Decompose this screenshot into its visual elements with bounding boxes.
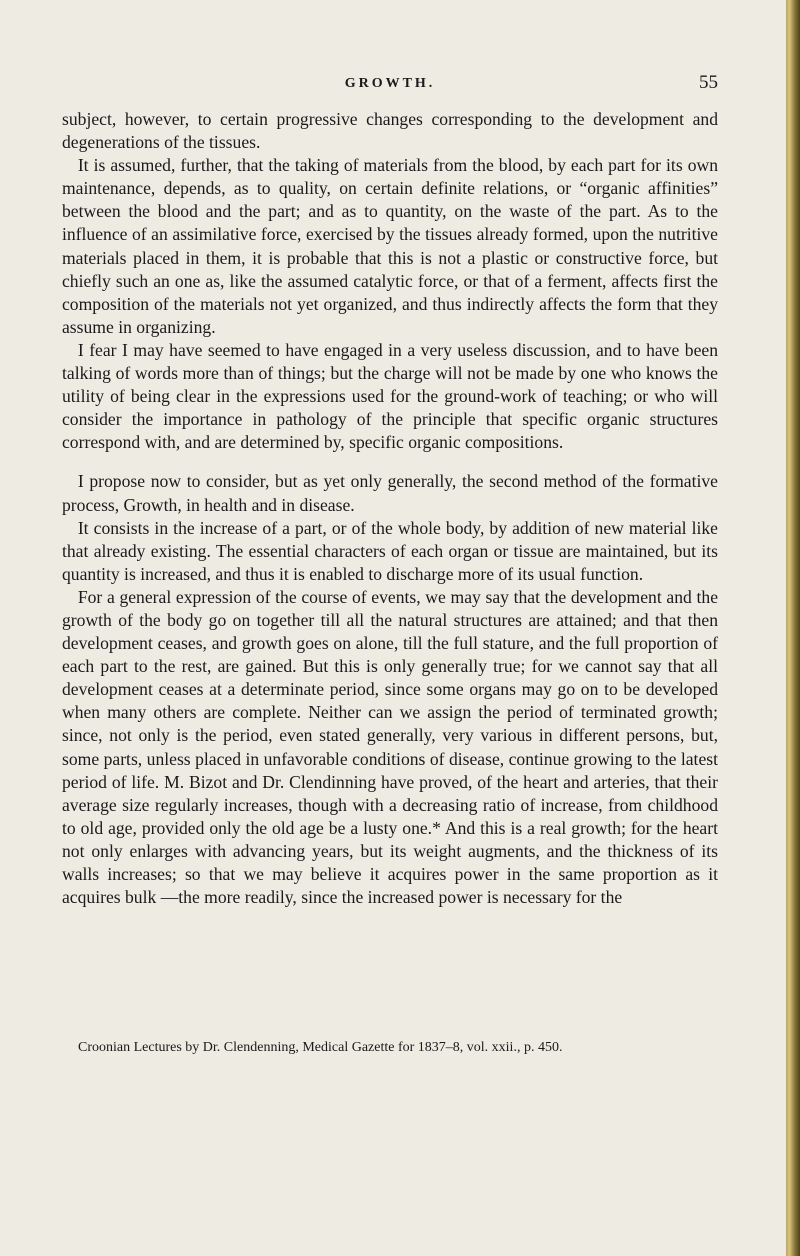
paragraph: subject, however, to certain progressive changes corresponding to the development and degenerations of the tissues. bbox=[62, 109, 718, 153]
paragraph: I fear I may have seemed to have engaged in a very useless discussion, and to have been talking of words more than of things; but the charge will not be made by one who knows the utility of being clear in the expressions used for the ground-work of teaching; or who will consider the importance in pathology of the principle that specific organic structures correspond with, and are determined by, specific organic compositions. bbox=[62, 339, 718, 453]
body-text bbox=[62, 108, 718, 909]
paragraph: It consists in the increase of a part, or of the whole body, by addition of new material like that already existing. The essential characters of each organ or tissue are maintained, but its quantity is increased, and thus it is enabled to discharge more of its usual function. bbox=[62, 517, 718, 584]
footnote: Croonian Lectures by Dr. Clendenning, Medical Gazette for 1837–8, vol. xxii., p. 450. bbox=[78, 1040, 563, 1055]
paragraph: I propose now to consider, but as yet only generally, the second method of the formative process, Growth, in health and in disease. bbox=[62, 471, 718, 515]
page-number: 55 bbox=[699, 72, 718, 93]
paragraph: It is assumed, further, that the taking of materials from the blood, by each part for its own maintenance, depends, as to quality, on certain definite relations, or “organic affinities” between the blood and the part; and as to quantity, on the waste of the part. As to the influence of an assimilative force, exercised by the tissues already formed, upon the nutritive materials placed in them, it is probable that this is not a plastic or constructive force, but chiefly such an one as, like the assumed catalytic force, or that of a ferment, affects first the composition of the materials not yet organized, and thus indirectly affects the form that they assume in organizing. bbox=[62, 155, 718, 337]
paragraph: For a general expression of the course of events, we may say that the development and the growth of the body go on together till all the natural structures are attained; and that then development ceases, and growth goes on alone, till the full stature, and the full proportion of each part to the rest, are gained. But this is only generally true; for we cannot say that all development ceases at a determinate period, since some organs may go on to be developed when many others are complete. Neither can we assign the period of terminated growth; since, not only is the period, even stated generally, very various in different persons, but, some parts, unless placed in unfavorable conditions of disease, continue growing to the latest period of life. M. Bizot and Dr. Clendinning have proved, of the heart and arteries, that their average size regularly increases, though with a decreasing ratio of increase, from childhood to old age, provided only the old age be a lusty one.* And this is a real growth; for the heart not only enlarges with advancing years, but its weight augments, and the thickness of its walls increases; so that we may believe it acquires power in the same proportion as it acquires bulk —the more readily, since the increased power is necessary for the bbox=[62, 586, 718, 908]
page-header bbox=[62, 74, 718, 98]
book-binding-edge bbox=[786, 0, 800, 1256]
running-head: GROWTH. bbox=[344, 76, 436, 91]
